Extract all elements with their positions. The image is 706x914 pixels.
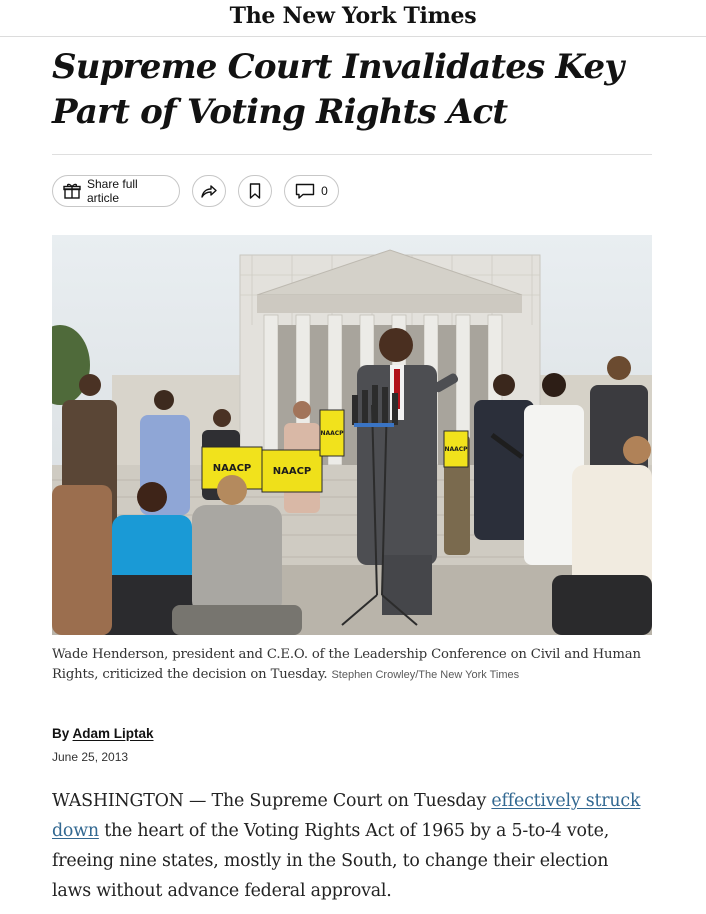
article-headline: Supreme Court Invalidates Key Part of Voting Rights Act — [52, 47, 624, 132]
comments-button[interactable] — [284, 175, 339, 207]
sign-text-4: NAACP — [444, 446, 468, 453]
sign-text-3: NAACP — [320, 430, 344, 437]
author-link[interactable]: Adam Liptak — [72, 726, 154, 741]
headline-divider — [52, 154, 652, 155]
byline-prefix: By — [52, 726, 70, 741]
press-conference-photo — [52, 235, 652, 635]
article-body — [52, 786, 652, 906]
share-button[interactable] — [192, 175, 226, 207]
nyt-logo[interactable]: The New York Times — [229, 3, 477, 29]
share-full-article-button[interactable] — [52, 175, 180, 207]
body-link[interactable]: effectively struck down — [52, 791, 641, 841]
share-arrow-icon — [200, 183, 218, 199]
caption-text: Wade Henderson, president and C.E.O. of the Leadership Conference on Civil and Human Rights, criticized the decision on Tuesday. — [52, 647, 641, 682]
sign-text-2: NAACP — [272, 466, 312, 477]
share-label: Share full article — [87, 177, 138, 205]
comment-icon — [295, 183, 315, 199]
body-lead: WASHINGTON — The Supreme Court on Tuesday — [52, 791, 487, 811]
gift-icon — [63, 182, 81, 200]
sign-text-1: NAACP — [212, 463, 252, 474]
masthead — [0, 0, 706, 37]
byline — [52, 726, 154, 741]
publish-date: June 25, 2013 — [52, 750, 129, 764]
bookmark-icon — [249, 183, 261, 199]
photo-caption — [52, 645, 652, 685]
save-button[interactable] — [238, 175, 272, 207]
photo-credit: Stephen Crowley/The New York Times — [331, 669, 520, 681]
comment-count: 0 — [321, 184, 328, 198]
body-rest: the heart of the Voting Rights Act of 1965 by a 5-to-4 vote, freeing nine states, mostly in the South, to change their election laws without advance federal approval. — [52, 821, 610, 901]
lead-photo[interactable] — [52, 235, 652, 635]
